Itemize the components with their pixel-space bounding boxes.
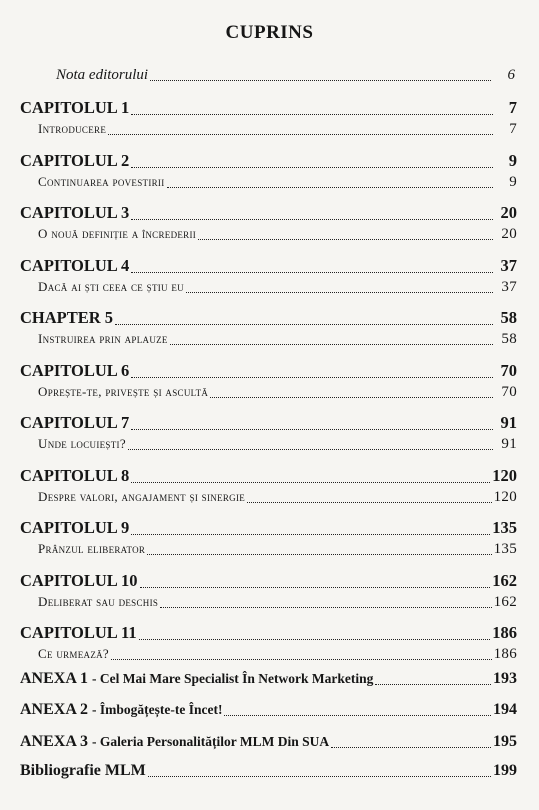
leader-dots [224,715,491,716]
entry-page: 135 [492,518,517,537]
annex-title: ANEXA 2 [20,701,89,718]
toc-entry-section-4 [38,279,517,296]
section-label: Introducere [38,121,107,136]
section-page: 20 [501,226,517,242]
leader-dots [131,167,493,168]
toc-entry-section-11 [38,646,517,663]
entry-page: 7 [508,98,517,117]
section-page: 135 [493,541,517,557]
toc-entry-chapter-11 [20,623,517,643]
annex-title: ANEXA 3 [20,733,89,750]
leader-dots [331,747,491,748]
toc-entry-chapter-2 [20,151,517,171]
section-label: Prânzul eliberator [38,541,146,556]
toc-entry-section-7 [38,436,517,453]
section-label: Despre valori, angajament și sinergie [38,488,246,504]
section-label: Dacă ai ști ceea ce știu eu [38,278,184,294]
section-label: O nouă definiție a încrederii [38,226,197,241]
entry-label [20,733,329,751]
section-page: 7 [509,121,517,137]
entry-label: Nota editorului [56,67,149,83]
leader-dots [131,534,490,535]
entry-label: CHAPTER 5 [20,308,114,327]
leader-dots [150,80,491,81]
toc-entry-chapter-10 [20,571,517,591]
entry-label: CAPITOLUL 8 [20,465,130,485]
toc-entry-section-2 [38,174,517,191]
section-label: Instruirea prin aplauze [38,331,168,346]
entry-page: 120 [492,465,517,485]
leader-dots [140,587,491,588]
leader-dots [147,554,491,555]
toc-entry-chapter-6 [20,361,517,381]
section-page: 91 [501,436,517,452]
entry-page: 20 [500,203,517,222]
entry-page: 199 [493,762,517,779]
section-label: Continuarea povestirii [38,173,165,189]
leader-dots [115,324,493,325]
entry-page: 58 [500,308,517,327]
page-title: CUPRINS [225,22,314,43]
entry-page: 37 [500,255,517,275]
annex-subtitle: - Cel Mai Mare Specialist În Network Marketing [92,671,374,686]
toc-entry-section-1 [38,121,517,138]
leader-dots [128,449,493,450]
toc-entry-chapter-4 [20,256,517,276]
section-page: 70 [501,383,517,400]
toc-entry-annex-1 [20,670,517,688]
toc-entry-chapter-9 [20,518,517,538]
toc-entry-annex-2 [20,701,517,719]
section-label: Unde locuiești? [38,436,126,451]
toc-entry-section-10 [38,594,517,611]
entry-page: 70 [500,360,517,380]
section-page: 37 [501,278,517,295]
leader-dots [167,187,493,188]
toc-entry-annex-3 [20,733,517,751]
entry-page: 162 [492,570,517,590]
section-page: 120 [493,488,517,505]
entry-page: 91 [500,413,517,432]
entry-page: 6 [507,67,515,83]
leader-dots [198,239,493,240]
leader-dots [247,502,492,503]
annex-subtitle: - Galeria Personalităților MLM Din SUA [92,734,330,749]
entry-page: 9 [508,150,517,170]
toc-entry-chapter-1 [20,98,517,118]
section-page: 58 [501,331,517,347]
section-page: 9 [509,173,517,190]
leader-dots [131,429,493,430]
entry-label: CAPITOLUL 9 [20,518,130,537]
entry-page: 194 [493,701,517,718]
entry-page: 193 [493,670,517,687]
entry-label: CAPITOLUL 6 [20,360,130,380]
section-label: Oprește-te, privește și ascultă [38,383,209,399]
entry-label [20,670,373,688]
section-label: Ce urmează? [38,646,109,661]
leader-dots [108,134,493,135]
annex-title: ANEXA 1 [20,670,89,687]
entry-label: CAPITOLUL 11 [20,623,137,642]
leader-dots [131,377,493,378]
leader-dots [375,684,491,685]
entry-label [20,701,222,719]
entry-page: 186 [492,623,517,642]
section-label: Deliberat sau deschis [38,593,159,609]
entry-label: CAPITOLUL 7 [20,413,130,432]
toc-entry-bibliography [20,762,517,780]
entry-label: CAPITOLUL 2 [20,150,130,170]
leader-dots [186,292,493,293]
toc-entry-section-6 [38,384,517,401]
entry-label: CAPITOLUL 1 [20,98,130,117]
leader-dots [139,639,491,640]
toc-entry-chapter-3 [20,203,517,223]
toc-entry-section-3 [38,226,517,243]
toc-entry-section-8 [38,489,517,506]
leader-dots [111,659,492,660]
toc-entry-section-5 [38,331,517,348]
toc-entry-chapter-7 [20,413,517,433]
entry-label: CAPITOLUL 10 [20,570,138,590]
toc-entry-section-9 [38,541,517,558]
entry-label: CAPITOLUL 3 [20,203,130,222]
leader-dots [160,607,491,608]
entry-page: 195 [493,733,517,750]
leader-dots [131,272,493,273]
section-page: 162 [493,593,517,610]
leader-dots [131,482,490,483]
section-page: 186 [493,646,517,662]
leader-dots [148,776,491,777]
entry-label: CAPITOLUL 4 [20,255,130,275]
leader-dots [170,344,493,345]
leader-dots [131,114,493,115]
toc-entry-chapter-5 [20,308,517,328]
entry-label: Bibliografie MLM [20,762,146,779]
toc-entry-editor-note [56,67,515,84]
annex-subtitle: - Îmbogățește-te Încet! [92,702,223,717]
leader-dots [210,397,493,398]
toc-entry-chapter-8 [20,466,517,486]
leader-dots [131,219,493,220]
